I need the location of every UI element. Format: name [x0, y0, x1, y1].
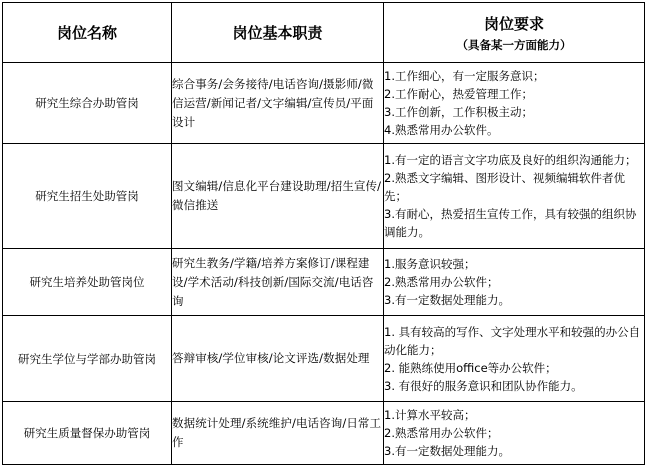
table-row — [3, 144, 645, 249]
requirement-item: 2.熟悉常用办公软件； — [384, 426, 499, 440]
table-row — [3, 63, 645, 144]
requirement-item: 1. 具有较高的写作、文字处理水平和较强的办公自动化能力； — [384, 324, 641, 357]
requirement-item: 1.计算水平较高； — [384, 408, 476, 422]
requirement-item: 3.有一定数据处理能力。 — [384, 293, 510, 307]
requirement-item: 4.熟悉常用办公软件。 — [384, 123, 499, 137]
requirement-item: 2. 能熟练使用office等办公软件； — [384, 360, 557, 375]
requirement-item: 2.工作耐心，热爱管理工作； — [384, 87, 533, 101]
requirement-item: 3.工作创新，工作积极主动； — [384, 105, 533, 119]
job-requirements-table — [2, 2, 645, 465]
requirement-item: 1.服务意识较强； — [384, 257, 476, 271]
duty-cell: 图文编辑/信息化平台建设助理/招生宣传/微信推送 — [172, 144, 384, 249]
duty-cell: 数据统计处理/系统维护/电话咨询/日常工作 — [172, 402, 384, 465]
table-row — [3, 249, 645, 316]
position-name-cell: 研究生综合办助管岗 — [3, 63, 172, 144]
requirement-item: 2.熟悉常用办公软件； — [384, 275, 499, 289]
requirements-cell — [384, 144, 645, 249]
header-requirements-subtitle: （具备某一方面能力） — [456, 37, 572, 52]
header-requirements-title: 岗位要求 — [483, 14, 544, 33]
requirement-item: 1.有一定的语言文字功底及良好的组织沟通能力； — [384, 153, 637, 167]
header-position-name: 岗位名称 — [3, 3, 172, 63]
duty-cell: 综合事务/会务接待/电话咨询/摄影师/微信运营/新闻记者/文字编辑/宣传员/平面设计 — [172, 63, 384, 144]
position-name-cell: 研究生质量督保办助管岗 — [3, 402, 172, 465]
requirements-cell — [384, 63, 645, 144]
table-header-row — [3, 3, 645, 63]
position-name-cell: 研究生学位与学部办助管岗 — [3, 316, 172, 402]
header-basic-duties: 岗位基本职责 — [172, 3, 384, 63]
requirements-cell — [384, 249, 645, 316]
requirement-item: 3.有耐心，热爱招生宣传工作，具有较强的组织协调能力。 — [384, 207, 637, 239]
requirement-item: 1.工作细心，有一定服务意识； — [384, 69, 545, 83]
duty-cell: 研究生教务/学籍/培养方案修订/课程建设/学术活动/科技创新/国际交流/电话咨询 — [172, 249, 384, 316]
requirements-cell — [384, 402, 645, 465]
requirement-item: 2.熟悉文字编辑、图形设计、视频编辑软件者优先； — [384, 171, 625, 203]
table-row — [3, 402, 645, 465]
header-requirements — [384, 3, 645, 63]
requirement-item: 3. 有很好的服务意识和团队协作能力。 — [384, 378, 583, 393]
position-name-cell: 研究生招生处助管岗 — [3, 144, 172, 249]
table-row — [3, 316, 645, 402]
position-name-cell: 研究生培养处助管岗位 — [3, 249, 172, 316]
requirement-item: 3.有一定数据处理能力。 — [384, 444, 510, 458]
requirements-cell — [384, 316, 645, 402]
duty-cell: 答辩审核/学位审核/论文评选/数据处理 — [172, 316, 384, 402]
